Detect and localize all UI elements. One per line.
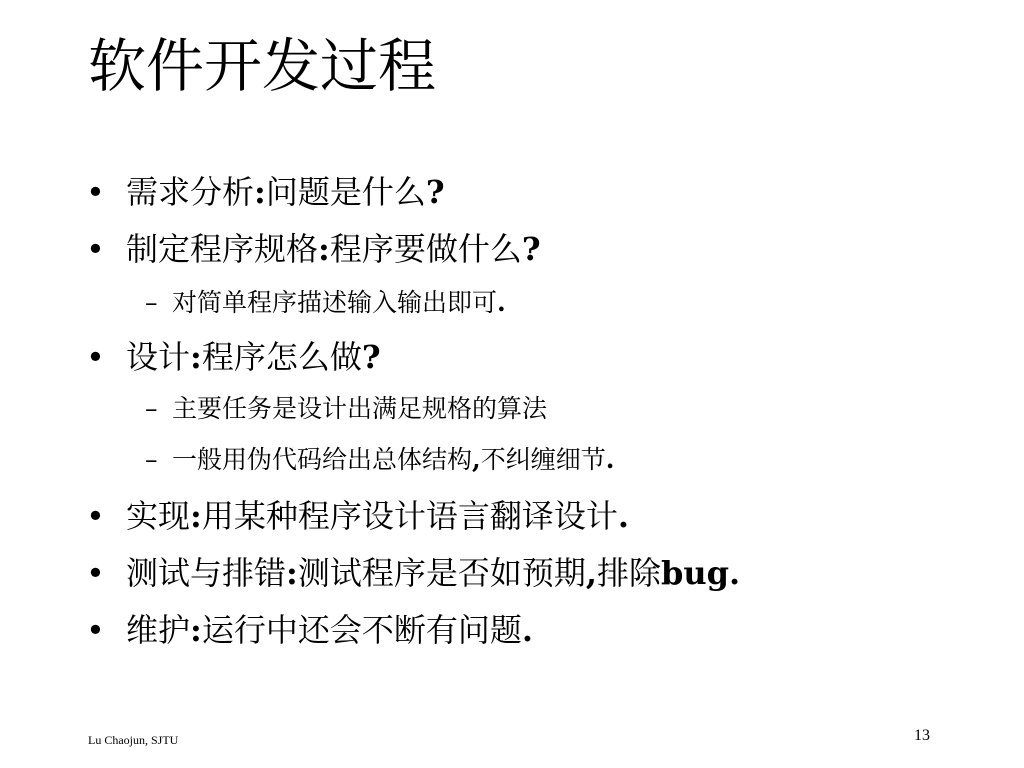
list-item-topic: 需求分析: [126, 173, 255, 211]
punctuation: .: [617, 497, 629, 535]
list-item-topic: 测试与排错: [126, 554, 287, 592]
bullet-dash: –: [145, 288, 158, 317]
separator: :: [190, 338, 202, 376]
list-item-topic: 制定程序规格: [126, 230, 319, 268]
list-item-detail: 程序怎么做: [201, 338, 362, 376]
sub-item-detail-rest: 不纠缠细节: [480, 445, 606, 474]
list-item: [0, 172, 1024, 212]
separator: :: [190, 497, 202, 535]
list-item-text: [126, 229, 541, 269]
list-item-detail: 运行中还会不断有问题: [201, 611, 522, 649]
sub-list-item: [0, 287, 1024, 319]
sub-item-detail: 主要任务是设计出满足规格的算法: [172, 394, 548, 423]
punctuation: ?: [361, 338, 381, 376]
list-item-text: [126, 496, 629, 536]
list-item: [0, 229, 1024, 269]
bullet-dash: –: [145, 394, 158, 423]
bullet-dot: •: [86, 230, 105, 268]
separator: ,: [472, 445, 481, 474]
list-item-detail: 用某种程序设计语言翻译设计: [201, 497, 618, 535]
list-item-detail: 问题是什么: [265, 173, 426, 211]
list-item-detail: 测试程序是否如预期: [297, 554, 586, 592]
punctuation: .: [521, 611, 533, 649]
slide-title: 软件开发过程: [88, 32, 437, 100]
punctuation: ?: [521, 230, 541, 268]
list-item-text: [126, 172, 445, 212]
page-number: 13: [914, 727, 930, 744]
separator: ,: [585, 554, 597, 592]
bullet-dash: –: [145, 445, 158, 474]
sub-list-item-text: [172, 444, 614, 476]
sub-list-item-text: [172, 393, 547, 425]
sub-list-item: [0, 393, 1024, 425]
sub-list-item-text: [172, 287, 506, 319]
list-item: [0, 337, 1024, 377]
punctuation: ?: [425, 173, 445, 211]
bullet-dot: •: [86, 173, 105, 211]
list-item: [0, 496, 1024, 536]
list-item: [0, 610, 1024, 650]
punctuation: .: [605, 445, 615, 474]
footer-author: Lu Chaojun, SJTU: [88, 733, 179, 747]
sub-item-detail: 对简单程序描述输入输出即可: [172, 288, 498, 317]
punctuation: .: [497, 288, 506, 317]
list-item-detail-rest: 排除: [596, 554, 661, 592]
list-item-text: [126, 610, 533, 650]
list-item-topic: 维护: [126, 611, 191, 649]
bullet-dot: •: [86, 497, 105, 535]
list-item-text: [126, 337, 381, 377]
list-item: [0, 553, 1024, 593]
list-item-topic: 实现: [126, 497, 191, 535]
sub-list-item: [0, 444, 1024, 476]
separator: :: [254, 173, 266, 211]
sub-item-detail: 一般用伪代码给出总体结构: [172, 445, 473, 474]
list-item-text: [126, 553, 740, 593]
list-item-detail: 程序要做什么: [329, 230, 522, 268]
list-item-topic: 设计: [126, 338, 191, 376]
separator: :: [190, 611, 202, 649]
separator: :: [318, 230, 330, 268]
bullet-dot: •: [86, 554, 105, 592]
list-item-term: bug.: [661, 554, 741, 592]
bullet-dot: •: [86, 338, 105, 376]
separator: :: [286, 554, 298, 592]
bullet-dot: •: [86, 611, 105, 649]
